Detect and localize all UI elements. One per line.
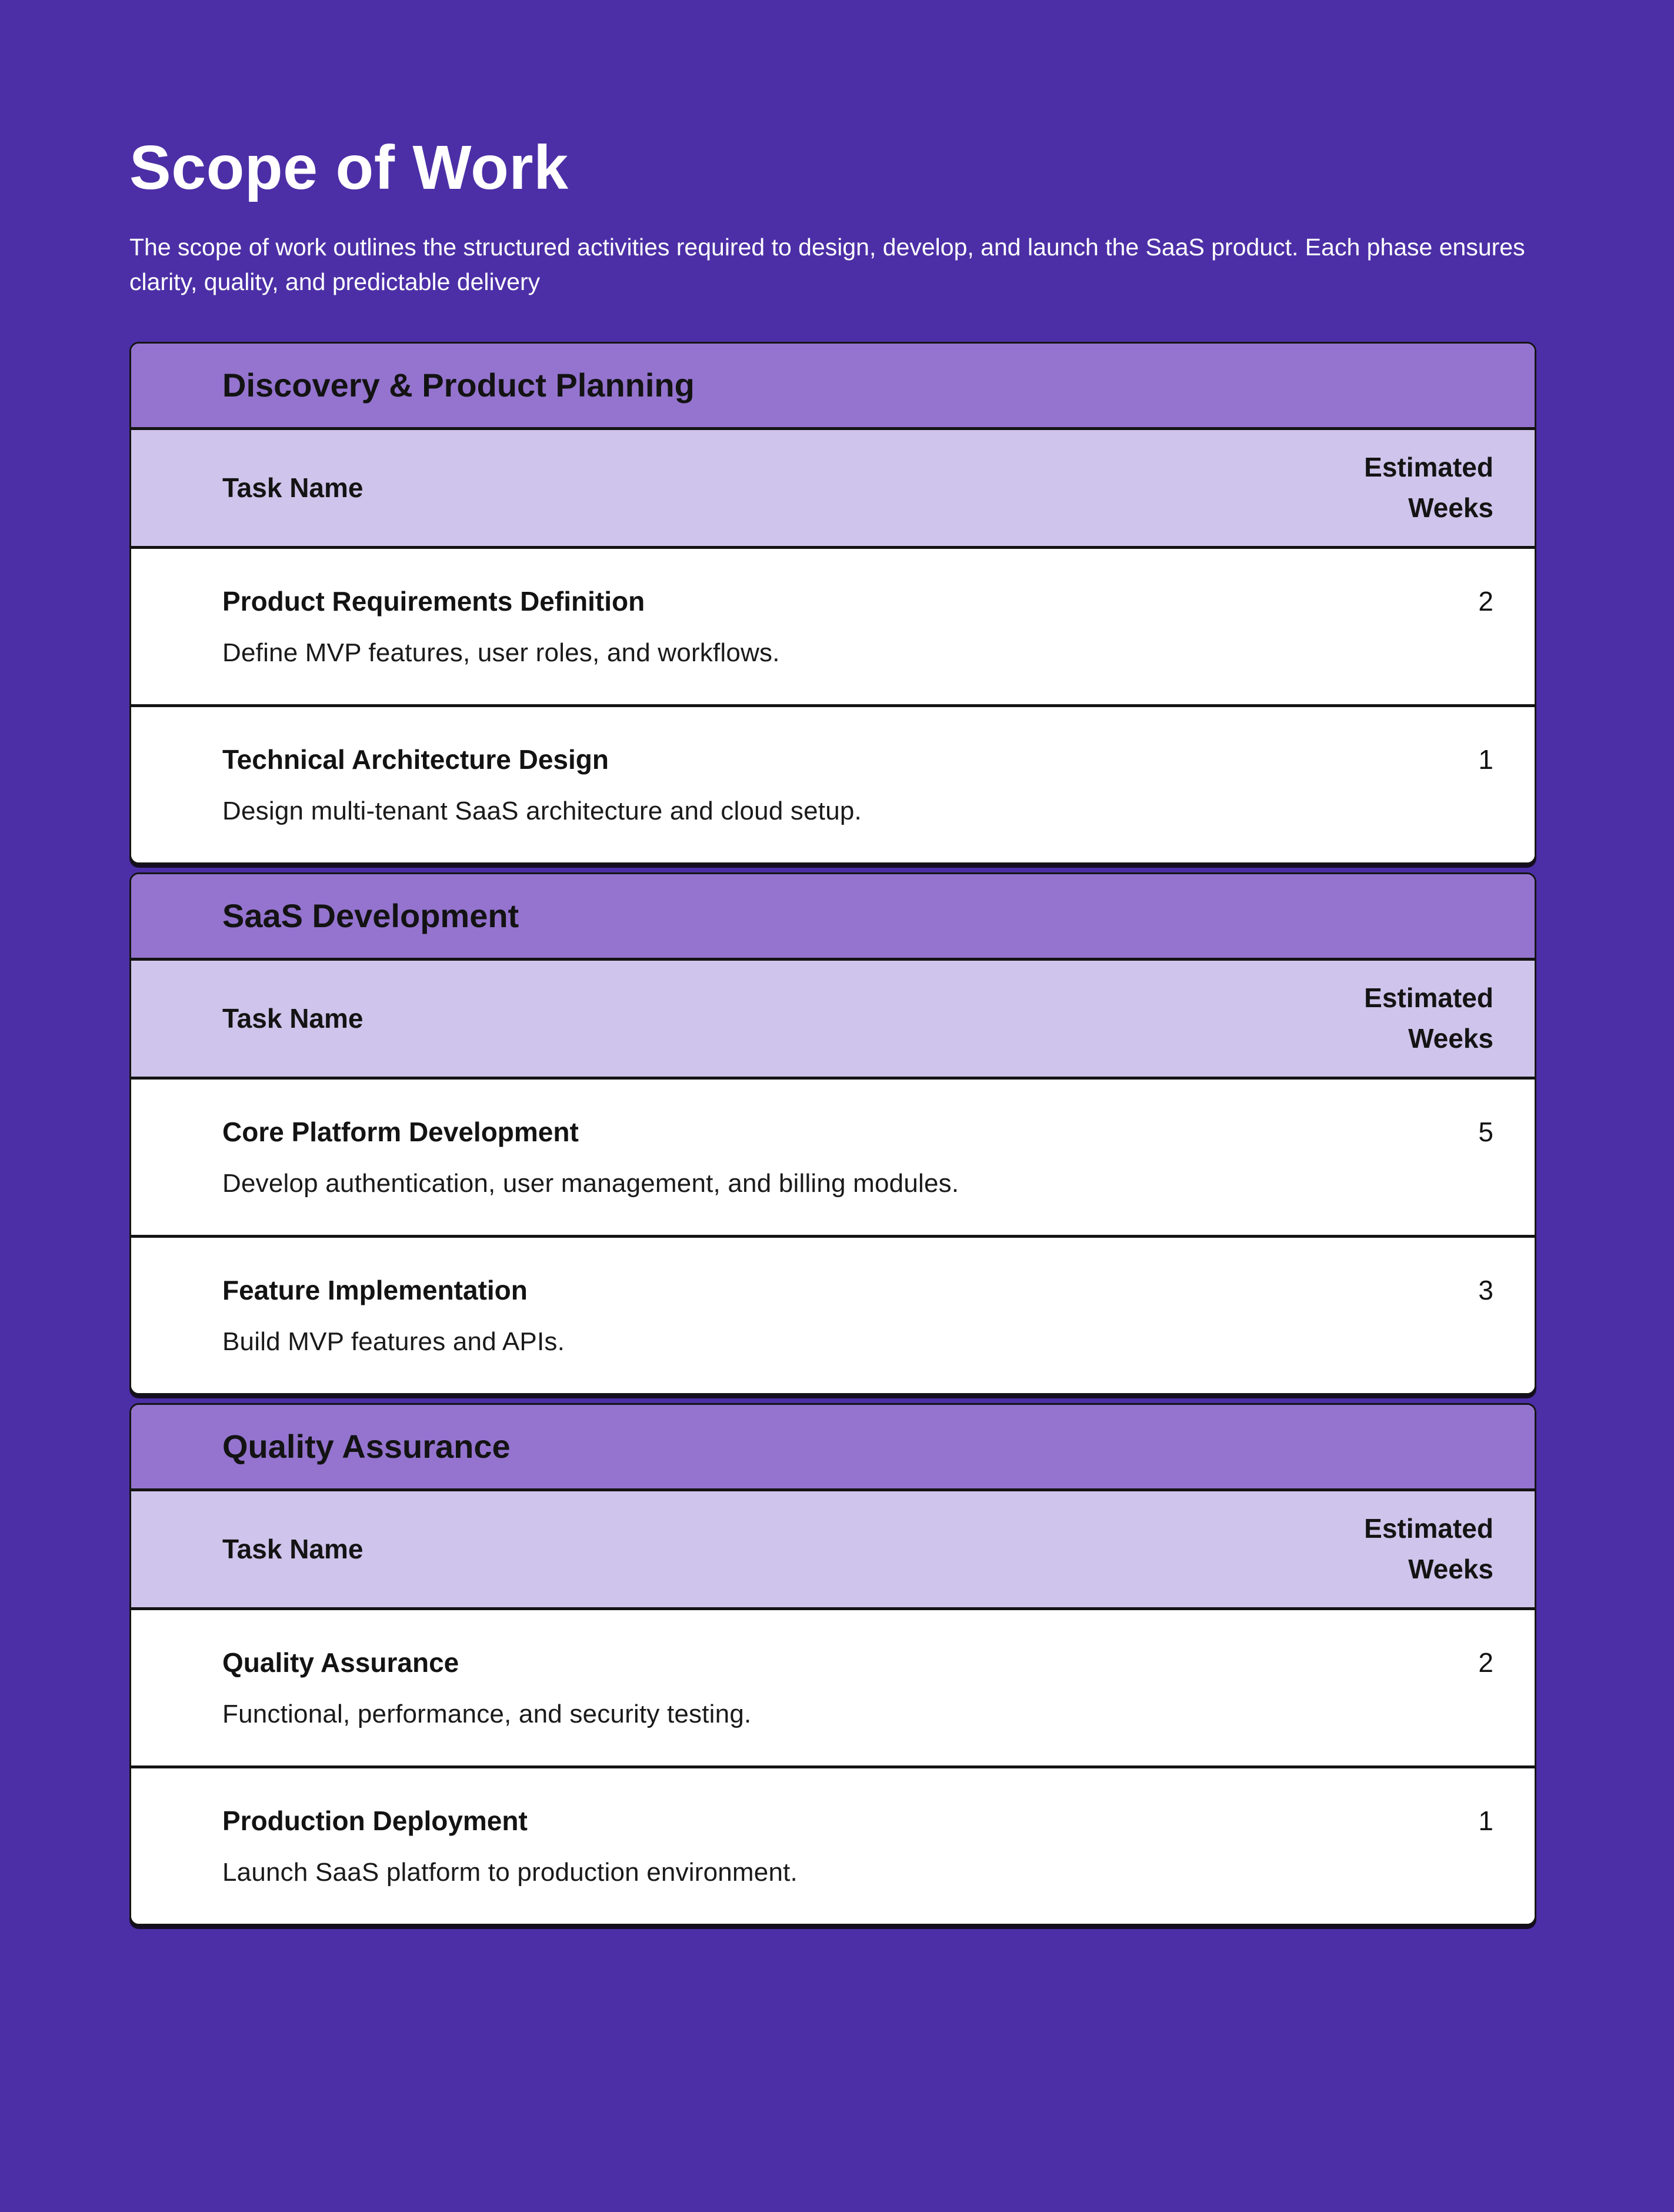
task-row-header bbox=[222, 1274, 1493, 1306]
task-weeks-value: 1 bbox=[1478, 744, 1493, 775]
task-name: Technical Architecture Design bbox=[222, 744, 609, 775]
task-weeks-value: 3 bbox=[1478, 1274, 1493, 1305]
page-title: Scope of Work bbox=[129, 133, 569, 202]
task-row bbox=[131, 1610, 1535, 1765]
task-weeks-value: 5 bbox=[1478, 1116, 1493, 1147]
scope-table-quality-assurance bbox=[129, 1403, 1536, 1925]
task-description: Functional, performance, and security testing. bbox=[222, 1699, 752, 1728]
task-name-column-header: Task Name bbox=[222, 1534, 364, 1565]
task-description: Launch SaaS platform to production environment. bbox=[222, 1857, 798, 1887]
task-row bbox=[131, 1235, 1535, 1393]
task-row bbox=[131, 704, 1535, 862]
task-description: Build MVP features and APIs. bbox=[222, 1327, 565, 1356]
section-title: Quality Assurance bbox=[222, 1428, 511, 1465]
task-description: Develop authentication, user management, and billing modules. bbox=[222, 1168, 959, 1198]
estimated-weeks-column-header: Estimated Weeks bbox=[1364, 1513, 1493, 1585]
column-header-row bbox=[131, 430, 1535, 549]
column-header-row bbox=[131, 961, 1535, 1080]
task-description: Define MVP features, user roles, and workflows. bbox=[222, 638, 780, 667]
task-weeks-value: 2 bbox=[1478, 1647, 1493, 1678]
task-row bbox=[131, 1080, 1535, 1235]
task-row-header bbox=[222, 1647, 1493, 1678]
section-header bbox=[131, 344, 1535, 430]
task-row bbox=[131, 1765, 1535, 1924]
section-header bbox=[131, 1405, 1535, 1491]
task-name: Production Deployment bbox=[222, 1805, 528, 1836]
section-title: Discovery & Product Planning bbox=[222, 367, 695, 404]
task-name: Core Platform Development bbox=[222, 1116, 579, 1147]
task-row-header bbox=[222, 1805, 1493, 1837]
task-name-column-header: Task Name bbox=[222, 472, 364, 504]
page-subtitle: The scope of work outlines the structured activities required to design, develop, and launch the SaaS product. Each phase ensures clarity, quality, and predictable delivery bbox=[129, 233, 1525, 295]
task-name: Feature Implementation bbox=[222, 1274, 528, 1305]
task-name-column-header: Task Name bbox=[222, 1003, 364, 1034]
task-name: Product Requirements Definition bbox=[222, 585, 645, 617]
column-header-row bbox=[131, 1491, 1535, 1610]
estimated-weeks-column-header: Estimated Weeks bbox=[1364, 452, 1493, 524]
task-row-header bbox=[222, 585, 1493, 617]
task-weeks-value: 2 bbox=[1478, 585, 1493, 617]
task-weeks-value: 1 bbox=[1478, 1805, 1493, 1836]
task-row-header bbox=[222, 1116, 1493, 1148]
task-row-header bbox=[222, 744, 1493, 775]
task-name: Quality Assurance bbox=[222, 1647, 459, 1678]
scope-table-discovery bbox=[129, 342, 1536, 864]
section-header bbox=[131, 874, 1535, 961]
page-root bbox=[129, 132, 1536, 1925]
task-description: Design multi-tenant SaaS architecture and cloud setup. bbox=[222, 796, 862, 825]
estimated-weeks-column-header: Estimated Weeks bbox=[1364, 982, 1493, 1054]
scope-table-saas-development bbox=[129, 872, 1536, 1395]
task-row bbox=[131, 549, 1535, 704]
section-title: SaaS Development bbox=[222, 897, 519, 935]
